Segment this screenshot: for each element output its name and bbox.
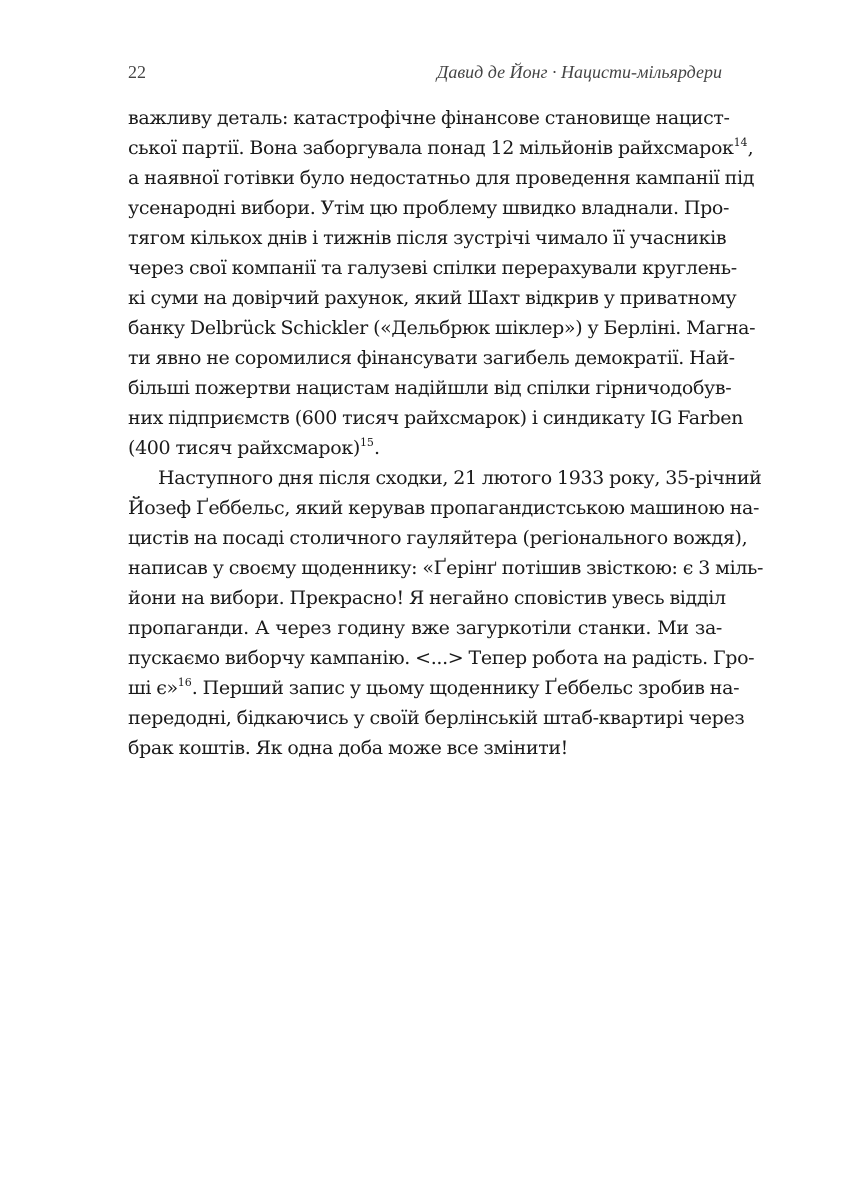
line-text: усенародні вибори. Утім цю проблему швидко владнали. Про- — [128, 197, 730, 219]
line-text: ської партії. Вона заборгувала понад 12 мільйонів райхсмарок — [128, 137, 734, 159]
text-line — [128, 103, 730, 133]
text-line — [128, 193, 730, 223]
footnote-ref: 15 — [359, 436, 374, 449]
text-line — [128, 523, 748, 553]
text-line — [128, 133, 754, 163]
line-text: брак коштів. Як одна доба може все змінити! — [128, 737, 568, 759]
paragraph — [128, 103, 756, 463]
line-text: ти явно не соромилися фінансувати загибель демократії. Най- — [128, 347, 735, 369]
text-line — [128, 463, 762, 493]
line-text: них підприємств (600 тисяч райхсмарок) і синдикату IG Farben — [128, 407, 744, 429]
body-text — [128, 103, 764, 763]
line-text: більші пожертви нацистам надійшли від спілки гірничодобув- — [128, 377, 732, 399]
line-text: цистів на посаді столичного гауляйтера (регіонального вождя), — [128, 527, 748, 549]
text-line — [128, 433, 722, 463]
line-text-after: , — [747, 137, 754, 159]
text-line — [128, 313, 756, 343]
book-author-title: Давид де Йонг · Нацисти-мільярдери — [436, 62, 722, 82]
line-text: Йозеф Ґеббельс, який керував пропагандистською машиною на- — [128, 497, 760, 519]
line-text: банку Delbrück Schickler («Дельбрюк шіклер») у Берліні. Магна- — [128, 317, 756, 339]
text-line — [128, 673, 740, 703]
text-line — [128, 223, 727, 253]
text-line — [128, 403, 744, 433]
text-line — [128, 643, 755, 673]
line-text: тягом кількох днів і тижнів після зустрічі чимало її учасників — [128, 227, 727, 249]
text-line — [128, 703, 745, 733]
line-text-after: . Перший запис у цьому щоденнику Ґеббельс зробив на- — [191, 677, 740, 699]
text-line — [128, 493, 760, 523]
line-text: ші є» — [128, 677, 178, 699]
line-text: а наявної готівки було недостатньо для проведення кампанії під — [128, 167, 755, 189]
text-line — [128, 583, 726, 613]
text-line — [128, 343, 735, 373]
page-number: 22 — [128, 62, 146, 82]
text-line — [128, 613, 722, 643]
line-text: кі суми на довірчий рахунок, який Шахт відкрив у приватному — [128, 287, 737, 309]
text-line — [128, 373, 732, 403]
footnote-ref: 14 — [733, 136, 748, 149]
line-text: пропаганди. А через годину вже загуркотіли станки. Ми за- — [128, 617, 722, 639]
line-text: передодні, бідкаючись у своїй берлінській штаб-квартирі через — [128, 707, 745, 729]
line-text: важливу деталь: катастрофічне фінансове становище нацист- — [128, 107, 730, 129]
running-header — [128, 62, 722, 88]
text-line — [128, 163, 755, 193]
line-text: через свої компанії та галузеві спілки перерахували круглень- — [128, 257, 737, 279]
footnote-ref: 16 — [177, 676, 192, 689]
line-text: Наступного дня після сходки, 21 лютого 1933 року, 35-річний — [158, 467, 762, 489]
text-line — [128, 553, 764, 583]
text-line — [128, 283, 737, 313]
text-line — [128, 253, 737, 283]
line-text-after: . — [373, 437, 380, 459]
line-text: пускаємо виборчу кампанію. <...> Тепер робота на радість. Гро- — [128, 647, 755, 669]
text-line — [128, 733, 722, 763]
paragraph — [128, 463, 764, 763]
line-text: йони на вибори. Прекрасно! Я негайно сповістив увесь відділ — [128, 587, 726, 609]
line-text: написав у своєму щоденнику: «Ґерінґ потішив звісткою: є 3 міль- — [128, 557, 764, 579]
line-text: (400 тисяч райхсмарок) — [128, 437, 360, 459]
